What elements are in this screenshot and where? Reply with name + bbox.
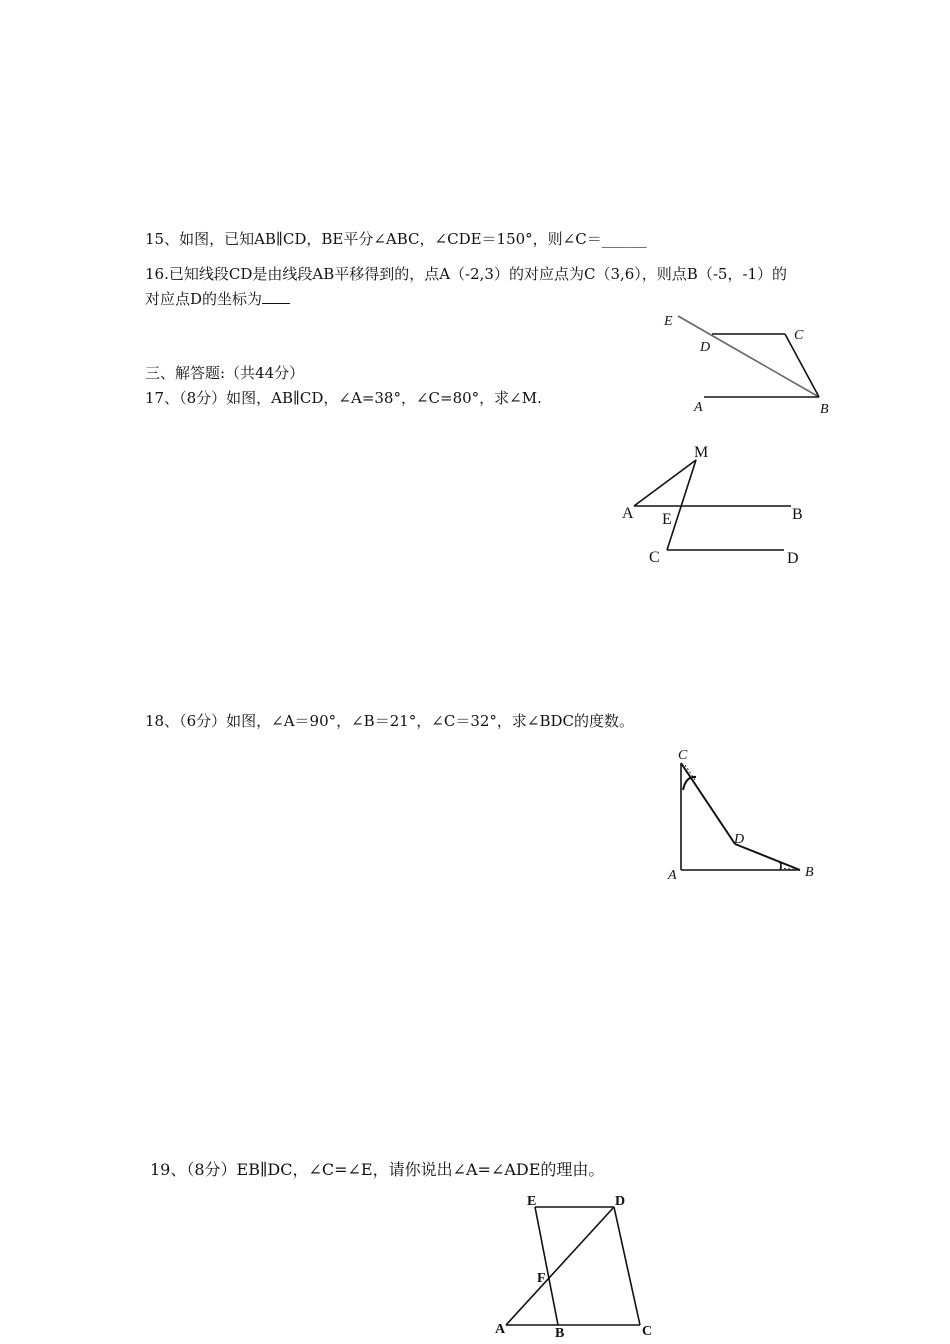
label-d: D: [700, 340, 711, 355]
question-16-line-1: 16.已知线段CD是由线段AB平移得到的，点A（-2,3）的对应点为C（3,6），则点B（-5，-1）的: [145, 265, 788, 283]
label-m: M: [694, 444, 709, 461]
label-d: D: [787, 550, 799, 567]
label-d: D: [615, 1194, 626, 1209]
line-eb: [535, 1207, 558, 1325]
label-a: A: [668, 868, 677, 883]
question-18: 18、（6分）如图，∠A＝90°，∠B＝21°，∠C＝32°，求∠BDC的度数。: [145, 712, 635, 730]
label-b: B: [792, 506, 803, 523]
label-c: C: [678, 748, 688, 763]
label-b: B: [805, 865, 814, 880]
label-c: C: [794, 328, 804, 343]
line-dc: [614, 1207, 640, 1325]
label-b: B: [555, 1326, 565, 1341]
question-15: 15、如图，已知AB∥CD，BE平分∠ABC，∠CDE＝150°，则∠C＝______: [145, 230, 647, 248]
label-e: E: [527, 1194, 537, 1209]
label-c: C: [649, 549, 660, 566]
label-a: A: [622, 505, 634, 522]
label-b: B: [820, 402, 829, 417]
label-c: C: [642, 1324, 653, 1339]
question-16-line-2-text: 对应点D的坐标为: [145, 290, 263, 308]
label-e: E: [664, 314, 673, 329]
label-a: A: [694, 400, 703, 415]
question-19: 19、（8分）EB∥DC，∠C=∠E，请你说出∠A=∠ADE的理由。: [150, 1160, 605, 1179]
label-a: A: [495, 1322, 506, 1337]
label-e: E: [662, 511, 672, 528]
label-d: D: [734, 832, 745, 847]
section-3-heading: 三、解答题:（共44分）: [145, 364, 305, 382]
label-f: F: [537, 1271, 546, 1286]
question-17: 17、（8分）如图，AB∥CD，∠A=38°，∠C=80°，求∠M.: [145, 389, 542, 407]
line-ad: [506, 1207, 614, 1325]
